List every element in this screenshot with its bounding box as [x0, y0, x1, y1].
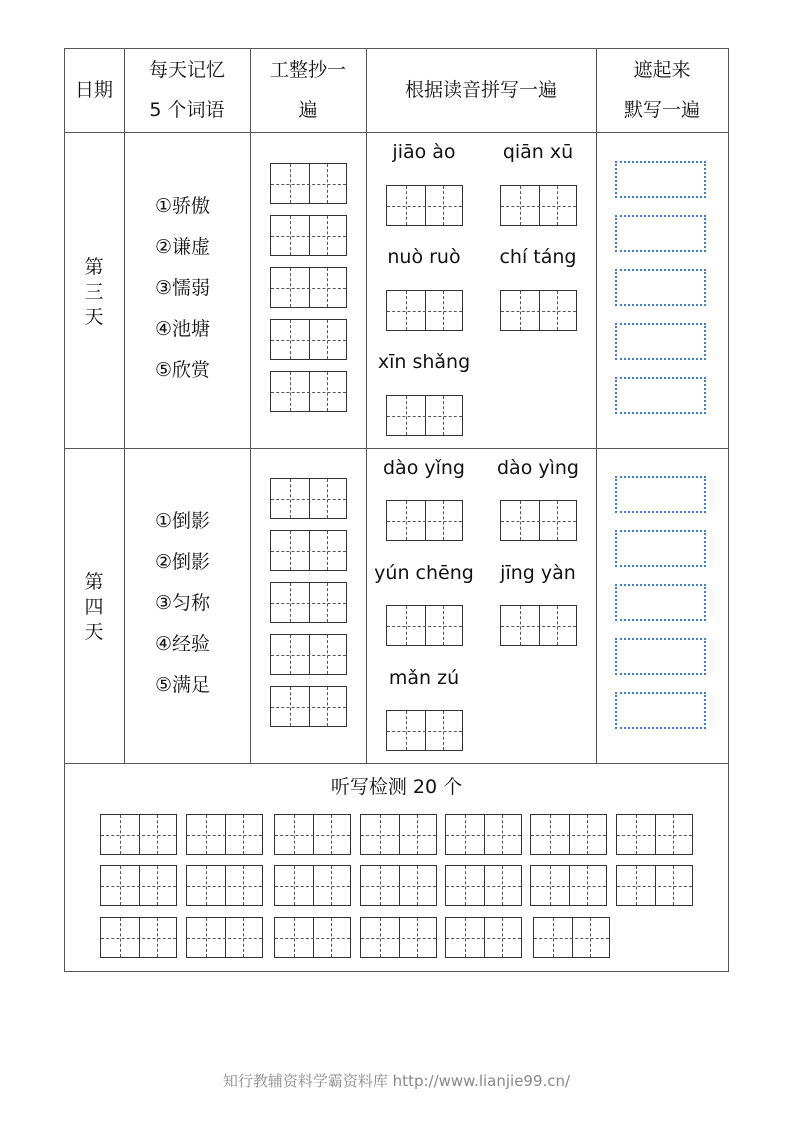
dictation-grid [100, 917, 177, 958]
pinyin-label: yún chēng [374, 562, 474, 584]
dictation-grid [360, 917, 437, 958]
copy-grid [270, 371, 347, 412]
header-cover-line2: 默写一遍 [623, 99, 700, 121]
pinyin-label: xīn shǎng [377, 351, 471, 373]
footer-watermark: 知行教辅资料学霸资料库 http://www.lianjie99.cn/ [222, 1072, 571, 1090]
copy-grid [270, 163, 347, 204]
pinyin-grid [500, 290, 577, 331]
word-item: ④经验 [155, 633, 211, 655]
pinyin-label: dào yǐng [383, 457, 465, 479]
header-cover [596, 50, 728, 130]
dictation-grid [186, 814, 263, 855]
word-item: ②倒影 [155, 551, 211, 573]
copy-grid [270, 478, 347, 519]
copy-grid [270, 215, 347, 256]
pinyin-label: dào yìng [497, 457, 579, 479]
day-label-char: 第 [84, 256, 104, 278]
header-copy-line2: 遍 [298, 99, 318, 121]
copy-grid [270, 634, 347, 675]
header-cover-line1: 遮起来 [633, 59, 691, 81]
word-item: ①骄傲 [155, 195, 211, 217]
dictation-grid [360, 865, 437, 906]
pinyin-label: jiāo ào [392, 141, 456, 163]
dictation-grid [445, 814, 522, 855]
day-label-char: 三 [84, 281, 104, 303]
cover-box [615, 323, 706, 360]
dictation-grid [616, 814, 693, 855]
header-copy [250, 50, 366, 130]
day-label [64, 570, 124, 645]
header-memorize-line1: 每天记忆 [148, 59, 225, 81]
header-copy-line1: 工整抄一 [269, 59, 346, 81]
header-pinyin: 根据读音拼写一遍 [404, 79, 557, 101]
pinyin-grid [386, 500, 463, 541]
cover-box [615, 269, 706, 306]
word-list [155, 186, 210, 391]
pinyin-grid [500, 500, 577, 541]
word-item: ③懦弱 [155, 277, 211, 299]
pinyin-grid [386, 605, 463, 646]
dictation-grid [274, 814, 351, 855]
pinyin-grid [386, 710, 463, 751]
copy-grid [270, 267, 347, 308]
dictation-grid [533, 917, 610, 958]
day-label-char: 第 [84, 571, 104, 593]
copy-grid [270, 530, 347, 571]
dictation-title: 听写检测 20 个 [330, 776, 463, 798]
dictation-grid [100, 865, 177, 906]
word-item: ④池塘 [155, 318, 211, 340]
copy-grid [270, 582, 347, 623]
cover-box [615, 161, 706, 198]
dictation-grid [274, 917, 351, 958]
day-label-char: 四 [84, 596, 104, 618]
word-item: ①倒影 [155, 510, 211, 532]
dictation-grid [530, 814, 607, 855]
dictation-grid [445, 865, 522, 906]
header-memorize [124, 50, 250, 130]
word-item: ⑤满足 [155, 674, 211, 696]
cover-box [615, 377, 706, 414]
cover-box [615, 584, 706, 621]
pinyin-grid [386, 290, 463, 331]
cover-box [615, 530, 706, 567]
word-item: ⑤欣赏 [155, 359, 211, 381]
pinyin-grid [386, 395, 463, 436]
pinyin-label: chí táng [499, 246, 577, 268]
cover-box [615, 692, 706, 729]
dictation-grid [445, 917, 522, 958]
day-label [64, 255, 124, 330]
dictation-grid [186, 865, 263, 906]
dictation-grid [616, 865, 693, 906]
copy-grid [270, 319, 347, 360]
word-item: ③匀称 [155, 592, 211, 614]
dictation-grid [274, 865, 351, 906]
dictation-grid [360, 814, 437, 855]
word-item: ②谦虚 [155, 236, 211, 258]
dictation-grid [530, 865, 607, 906]
pinyin-grid [500, 185, 577, 226]
header-date: 日期 [74, 79, 113, 101]
dictation-grid [186, 917, 263, 958]
pinyin-label: mǎn zú [388, 667, 460, 689]
cover-box [615, 476, 706, 513]
pinyin-grid [386, 185, 463, 226]
pinyin-label: nuò ruò [387, 246, 461, 268]
header-memorize-line2: 5 个词语 [149, 99, 225, 121]
day-label-char: 天 [84, 621, 104, 643]
pinyin-label: jīng yàn [500, 562, 576, 584]
copy-grid [270, 686, 347, 727]
cover-box [615, 638, 706, 675]
word-list [155, 501, 210, 706]
pinyin-label: qiān xū [502, 141, 574, 163]
day-label-char: 天 [84, 306, 104, 328]
cover-box [615, 215, 706, 252]
pinyin-grid [500, 605, 577, 646]
dictation-grid [100, 814, 177, 855]
